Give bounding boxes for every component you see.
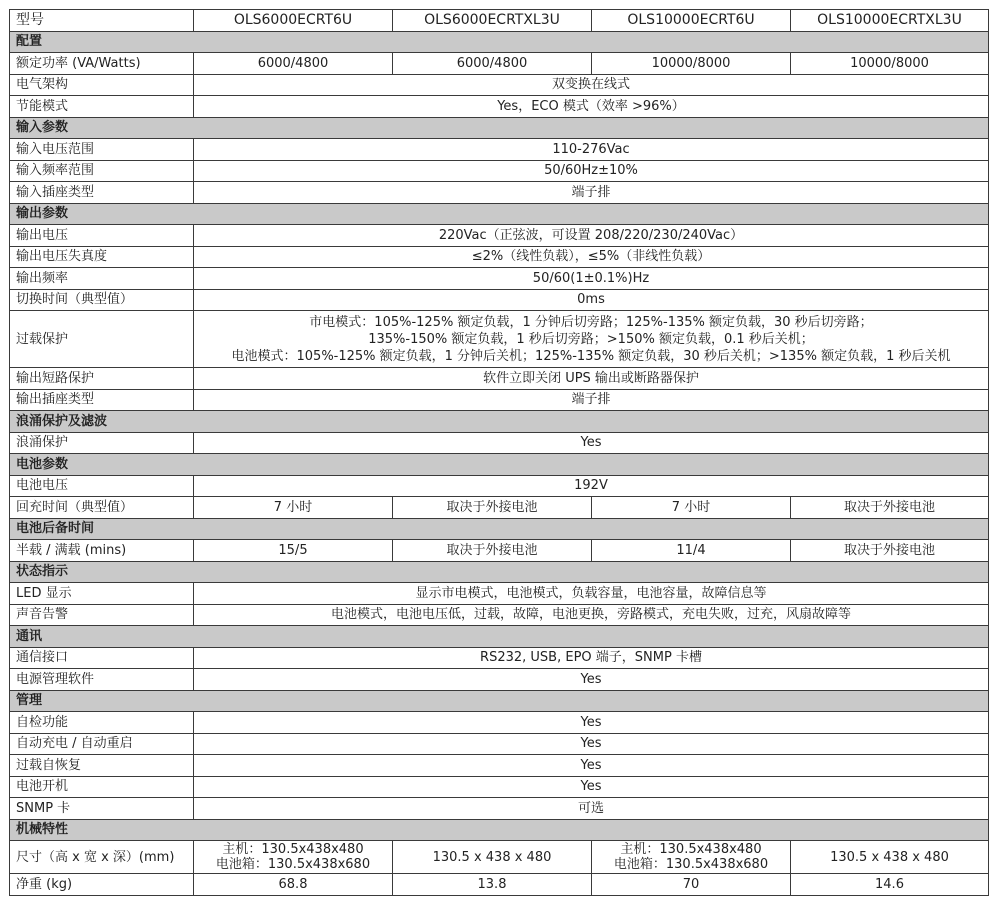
spec-value-line: 电池模式：105%-125% 额定负载，1 分钟后关机；125%-135% 额定负载，30 秒后关机；>135% 额定负载，1 秒后关机 <box>231 348 951 364</box>
spec-row <box>10 389 989 411</box>
spec-value: Yes <box>194 733 989 755</box>
spec-value: 双变换在线式 <box>194 74 989 96</box>
spec-row <box>10 583 989 605</box>
spec-value: 0ms <box>194 289 989 311</box>
spec-value: 电池模式，电池电压低，过载，故障，电池更换，旁路模式，充电失败，过充，风扇故障等 <box>194 604 989 626</box>
spec-value <box>194 841 393 874</box>
spec-label: 输入电压范围 <box>10 139 194 161</box>
spec-row <box>10 647 989 669</box>
spec-value-line: 主机：130.5x438x480 <box>222 842 364 857</box>
spec-label: 过载自恢复 <box>10 755 194 777</box>
spec-value: RS232, USB, EPO 端子，SNMP 卡槽 <box>194 647 989 669</box>
spec-value: 10000/8000 <box>592 53 791 75</box>
spec-value: 7 小时 <box>194 497 393 519</box>
section-title: 配置 <box>10 31 989 53</box>
section-header-row <box>10 518 989 540</box>
spec-label: 尺寸（高 x 宽 x 深）(mm) <box>10 841 194 874</box>
spec-label: 输出短路保护 <box>10 368 194 390</box>
spec-value: 110-276Vac <box>194 139 989 161</box>
spec-label: 过载保护 <box>10 311 194 368</box>
spec-row <box>10 874 989 896</box>
spec-value: 50/60(1±0.1%)Hz <box>194 268 989 290</box>
spec-value: 68.8 <box>194 874 393 896</box>
spec-label: 通信接口 <box>10 647 194 669</box>
spec-value <box>393 841 592 874</box>
spec-value: 14.6 <box>791 874 989 896</box>
spec-row <box>10 311 989 368</box>
spec-row <box>10 733 989 755</box>
spec-label: 回充时间（典型值） <box>10 497 194 519</box>
spec-body <box>10 31 989 895</box>
spec-value-line: 130.5 x 438 x 480 <box>432 849 552 865</box>
spec-value: Yes <box>194 669 989 691</box>
spec-row <box>10 74 989 96</box>
section-header-row <box>10 411 989 433</box>
spec-label: 电气架构 <box>10 74 194 96</box>
spec-row <box>10 53 989 75</box>
section-header-row <box>10 561 989 583</box>
section-title: 通讯 <box>10 626 989 648</box>
spec-row <box>10 669 989 691</box>
spec-row <box>10 225 989 247</box>
section-title: 管理 <box>10 690 989 712</box>
model-header: OLS6000ECRTXL3U <box>393 10 592 32</box>
spec-value-line: 130.5 x 438 x 480 <box>830 849 949 865</box>
section-header-row <box>10 819 989 841</box>
spec-row <box>10 604 989 626</box>
spec-row <box>10 246 989 268</box>
spec-label: 输出电压失真度 <box>10 246 194 268</box>
spec-value: ≤2%（线性负载），≤5%（非线性负载） <box>194 246 989 268</box>
spec-row <box>10 475 989 497</box>
section-title: 浪涌保护及滤波 <box>10 411 989 433</box>
section-header-row <box>10 117 989 139</box>
spec-value: 70 <box>592 874 791 896</box>
spec-table <box>9 9 989 896</box>
spec-value: 6000/4800 <box>194 53 393 75</box>
spec-label: 自动充电 / 自动重启 <box>10 733 194 755</box>
section-title: 电池后备时间 <box>10 518 989 540</box>
spec-row <box>10 139 989 161</box>
spec-value: 取决于外接电池 <box>791 497 989 519</box>
spec-value: 取决于外接电池 <box>393 497 592 519</box>
spec-label: 输出频率 <box>10 268 194 290</box>
spec-row <box>10 841 989 874</box>
section-title: 电池参数 <box>10 454 989 476</box>
header-label: 型号 <box>10 10 194 32</box>
spec-row <box>10 432 989 454</box>
model-header: OLS6000ECRT6U <box>194 10 393 32</box>
spec-label: 净重 (kg) <box>10 874 194 896</box>
spec-value: 端子排 <box>194 182 989 204</box>
section-header-row <box>10 31 989 53</box>
spec-row <box>10 755 989 777</box>
spec-row <box>10 540 989 562</box>
spec-value: 可选 <box>194 798 989 820</box>
spec-row <box>10 497 989 519</box>
spec-label: 电源管理软件 <box>10 669 194 691</box>
spec-value: Yes <box>194 712 989 734</box>
spec-value: 取决于外接电池 <box>393 540 592 562</box>
spec-label: 节能模式 <box>10 96 194 118</box>
spec-row <box>10 289 989 311</box>
spec-value: 15/5 <box>194 540 393 562</box>
spec-value: 10000/8000 <box>791 53 989 75</box>
spec-label: 浪涌保护 <box>10 432 194 454</box>
spec-value: 6000/4800 <box>393 53 592 75</box>
section-header-row <box>10 626 989 648</box>
spec-value: 192V <box>194 475 989 497</box>
spec-value: 220Vac（正弦波，可设置 208/220/230/240Vac） <box>194 225 989 247</box>
spec-value <box>592 841 791 874</box>
spec-row <box>10 268 989 290</box>
spec-value-line: 135%-150% 额定负载，1 秒后切旁路；>150% 额定负载，0.1 秒后关机； <box>368 331 814 347</box>
spec-label: 半载 / 满载 (mins) <box>10 540 194 562</box>
spec-row <box>10 368 989 390</box>
spec-label: SNMP 卡 <box>10 798 194 820</box>
spec-row <box>10 712 989 734</box>
spec-row <box>10 96 989 118</box>
spec-label: 输入频率范围 <box>10 160 194 182</box>
spec-row <box>10 160 989 182</box>
spec-value: 取决于外接电池 <box>791 540 989 562</box>
spec-label: 输出电压 <box>10 225 194 247</box>
section-title: 输入参数 <box>10 117 989 139</box>
spec-value: 软件立即关闭 UPS 输出或断路器保护 <box>194 368 989 390</box>
spec-value: Yes <box>194 776 989 798</box>
spec-label: 电池开机 <box>10 776 194 798</box>
spec-row <box>10 776 989 798</box>
spec-value-line: 市电模式：105%-125% 额定负载，1 分钟后切旁路；125%-135% 额定负载，30 秒后切旁路； <box>309 314 873 330</box>
spec-value: Yes <box>194 432 989 454</box>
spec-label: 输入插座类型 <box>10 182 194 204</box>
spec-label: 自检功能 <box>10 712 194 734</box>
spec-value: Yes <box>194 755 989 777</box>
spec-value-line: 主机：130.5x438x480 <box>620 842 762 857</box>
spec-value: 13.8 <box>393 874 592 896</box>
spec-label: LED 显示 <box>10 583 194 605</box>
section-title: 状态指示 <box>10 561 989 583</box>
spec-label: 声音告警 <box>10 604 194 626</box>
spec-value <box>194 311 989 368</box>
spec-row <box>10 182 989 204</box>
spec-value: 显示市电模式，电池模式，负载容量，电池容量，故障信息等 <box>194 583 989 605</box>
spec-label: 切换时间（典型值） <box>10 289 194 311</box>
spec-value: 端子排 <box>194 389 989 411</box>
spec-value: Yes，ECO 模式（效率 >96%） <box>194 96 989 118</box>
spec-value-line: 电池箱：130.5x438x680 <box>215 857 371 872</box>
section-header-row <box>10 203 989 225</box>
spec-label: 电池电压 <box>10 475 194 497</box>
spec-value: 7 小时 <box>592 497 791 519</box>
spec-row <box>10 798 989 820</box>
section-title: 机械特性 <box>10 819 989 841</box>
spec-value-line: 电池箱：130.5x438x680 <box>613 857 769 872</box>
spec-label: 输出插座类型 <box>10 389 194 411</box>
header-row <box>10 10 989 32</box>
model-header: OLS10000ECRTXL3U <box>791 10 989 32</box>
spec-value: 11/4 <box>592 540 791 562</box>
spec-value: 50/60Hz±10% <box>194 160 989 182</box>
spec-value <box>791 841 989 874</box>
spec-label: 额定功率 (VA/Watts) <box>10 53 194 75</box>
section-header-row <box>10 454 989 476</box>
section-header-row <box>10 690 989 712</box>
section-title: 输出参数 <box>10 203 989 225</box>
model-header: OLS10000ECRT6U <box>592 10 791 32</box>
